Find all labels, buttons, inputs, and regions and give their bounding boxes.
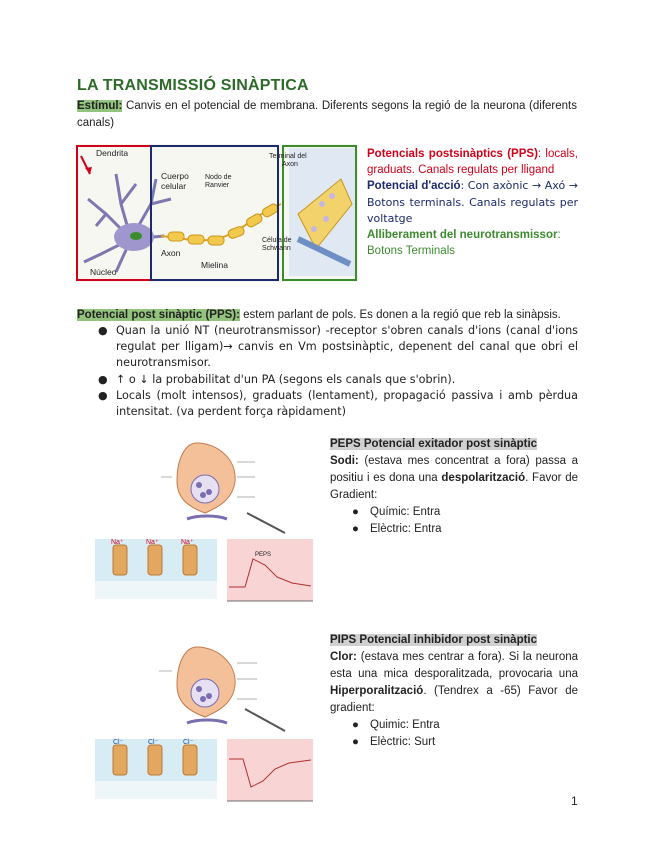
list-item: ● Elèctric: Surt <box>352 736 436 748</box>
peps-ion-1: Na⁺ <box>111 539 124 546</box>
pips-bold: Hiperporalització <box>330 685 424 697</box>
label-terminal2: Axon <box>282 161 298 168</box>
pa-side-label: Potencial d'acció <box>367 180 461 193</box>
label-cuerpo1: Cuerpo <box>161 171 189 181</box>
neuron-diagram-svg <box>76 144 358 282</box>
pips-figure <box>77 641 315 811</box>
peps-ion-3: Na⁺ <box>181 539 194 546</box>
list-item: ● Elèctric: Entra <box>352 523 442 535</box>
alliberament-side-label: Alliberament del neurotransmissor <box>367 229 558 242</box>
pips-text-2: . (Tendrex a -65) Favor de gradient: <box>330 685 578 714</box>
pps-heading <box>77 307 587 324</box>
list-item: ● ↑ o ↓ la probabilitat d'un PA (segons els canals que s'obrin). <box>98 372 456 386</box>
estimul-label: Estímul: <box>77 100 123 112</box>
page-title: LA TRANSMISSIÓ SINÀPTICA <box>77 77 309 94</box>
pips-ion-3: Cl⁻ <box>183 739 194 746</box>
pips-clor-label: Clor: <box>330 651 357 663</box>
pips-section <box>330 632 578 751</box>
label-nodo1: Nodo de <box>205 174 232 181</box>
peps-text-1: (estava mes concentrat a fora) passa a positiu i es dona una <box>330 455 578 484</box>
peps-text-2: . Favor de Gradient: <box>330 472 578 501</box>
side-definitions <box>367 146 578 259</box>
label-celula2: Schwann <box>262 245 291 252</box>
pips-heading: PIPS Potencial inhibidor post sinàptic <box>330 634 538 646</box>
pa-side-text: : Con axònic → Axó → Botons terminals. Canals regulats per voltatge <box>367 179 578 225</box>
peps-graph-label: PEPS <box>255 552 272 558</box>
alliberament-side-colon: : <box>557 229 561 242</box>
label-axon: Axon <box>161 248 181 258</box>
peps-figure <box>77 437 315 612</box>
pps-heading-text: estem parlant de pols. Es donen a la regió que reb la sinàpsis. <box>239 309 561 321</box>
pips-text-1: (estava mes centrar a fora). Si la neurona esta una mica desporalitzada, provocaria una <box>330 651 578 680</box>
page-number: 1 <box>571 794 578 808</box>
pips-ion-2: Cl⁻ <box>148 739 159 746</box>
list-item: ● Quan la unió NT (neurotransmissor) -receptor s'obren canals d'ions (canal d'ions regulat per lligam)→ canvis en Vm postsinàptic, depenent del canal que obri el neurotransmisor. <box>98 324 578 370</box>
pips-gradient-list <box>330 717 578 751</box>
peps-section <box>330 436 578 538</box>
pps-side-label: Potencials postsinàptics (PPS) <box>367 148 538 160</box>
peps-bold: despolarització <box>441 472 526 484</box>
peps-sodi-label: Sodi: <box>330 455 359 467</box>
list-item: ● Químic: Entra <box>352 506 441 518</box>
pps-heading-label: Potencial post sinàptic (PPS): <box>77 309 240 321</box>
peps-heading: PEPS Potencial exitador post sinàptic <box>330 438 538 450</box>
peps-ion-2: Na⁺ <box>146 539 159 546</box>
pips-figure-svg <box>77 641 315 811</box>
list-item: ● Quimic: Entra <box>352 719 440 731</box>
label-nodo2: Ranvier <box>205 182 230 189</box>
estimul-text: Canvis en el potencial de membrana. Diferents segons la regió de la neurona (diferents canals) <box>77 100 577 129</box>
alliberament-side-text: Botons Terminals <box>367 245 455 258</box>
estimul-paragraph <box>77 98 577 132</box>
label-celula1: Célula de <box>262 237 292 244</box>
neuron-diagram <box>76 144 358 282</box>
label-mielina: Mielina <box>201 260 228 270</box>
label-nucleo: Núcleo <box>90 267 117 277</box>
label-terminal1: Terminal del <box>269 153 307 160</box>
label-cuerpo2: celular <box>161 181 187 191</box>
pps-side-text: : locals, graduats. Canals regulats per lligand <box>367 148 578 177</box>
peps-gradient-list <box>330 504 578 538</box>
label-dendrita: Dendrita <box>96 148 129 158</box>
pips-ion-1: Cl⁻ <box>113 739 124 746</box>
peps-figure-svg <box>77 437 315 612</box>
list-item: ● Locals (molt intensos), graduats (lentament), propagació passiva i amb pèrdua intensitat. (va perdent força ràpidament) <box>98 388 578 419</box>
pps-bullet-list <box>98 323 578 420</box>
